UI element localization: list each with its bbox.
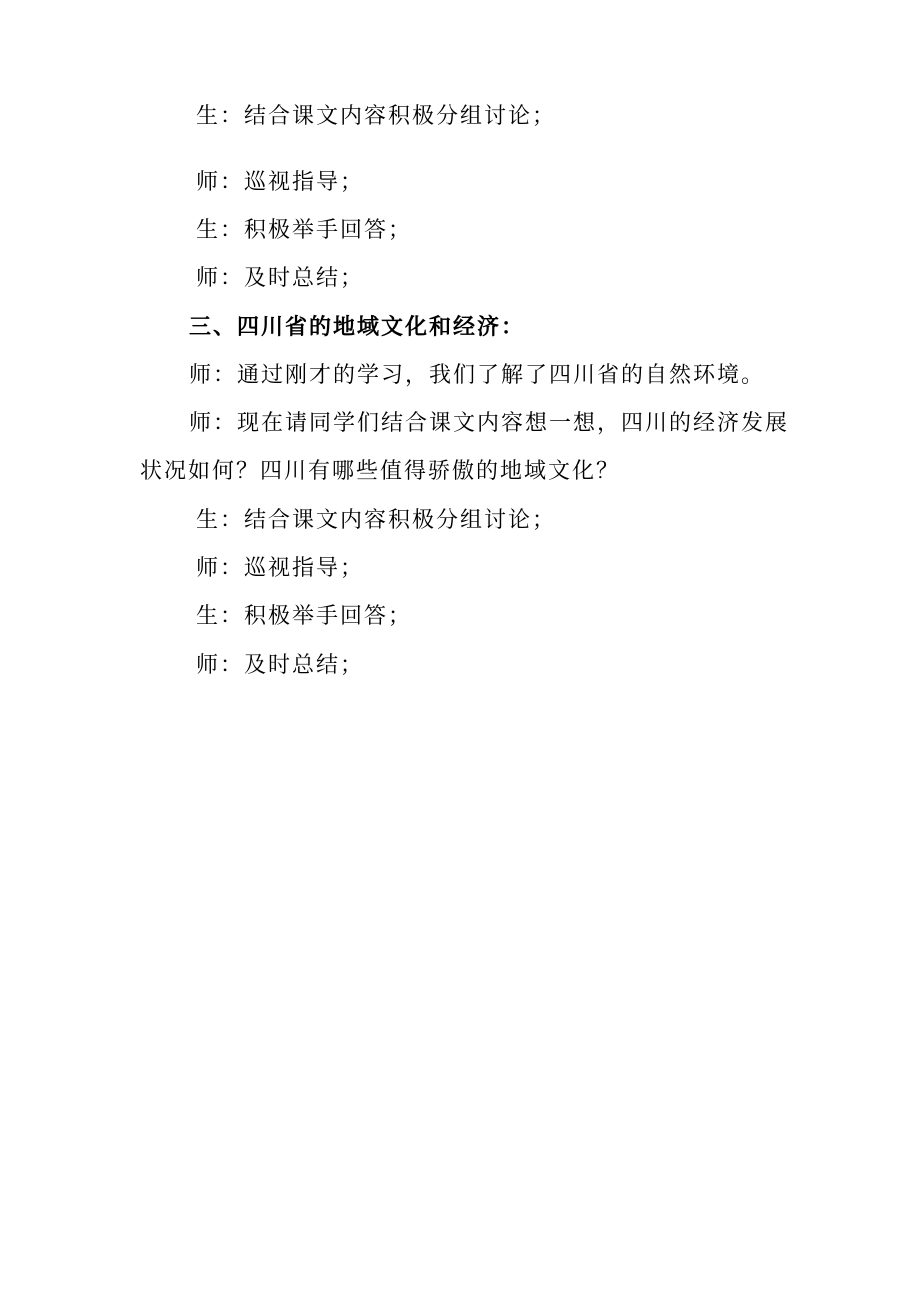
dialogue-line-teacher-guide: 师：巡视指导； bbox=[196, 170, 365, 195]
section-heading: 三、四川省的地域文化和经济： bbox=[189, 315, 526, 340]
paragraph-teacher-question-line2: 状况如何？四川有哪些值得骄傲的地域文化？ bbox=[140, 459, 621, 484]
dialogue-line-student-answer: 生：积极举手回答； bbox=[196, 218, 413, 243]
paragraph-teacher-question-line1: 师：现在请同学们结合课文内容想一想，四川的经济发展 bbox=[189, 411, 790, 436]
dialogue-line-teacher-guide-2: 师：巡视指导； bbox=[196, 556, 365, 581]
dialogue-line-teacher-summary-2: 师：及时总结； bbox=[196, 653, 365, 678]
paragraph-teacher-intro: 师：通过刚才的学习，我们了解了四川省的自然环境。 bbox=[189, 363, 766, 388]
dialogue-line-student-discuss-2: 生：结合课文内容积极分组讨论； bbox=[196, 508, 557, 533]
dialogue-line-student-discuss: 生：结合课文内容积极分组讨论； bbox=[196, 104, 557, 129]
dialogue-line-student-answer-2: 生：积极举手回答； bbox=[196, 604, 413, 629]
dialogue-line-teacher-summary: 师：及时总结； bbox=[196, 266, 365, 291]
